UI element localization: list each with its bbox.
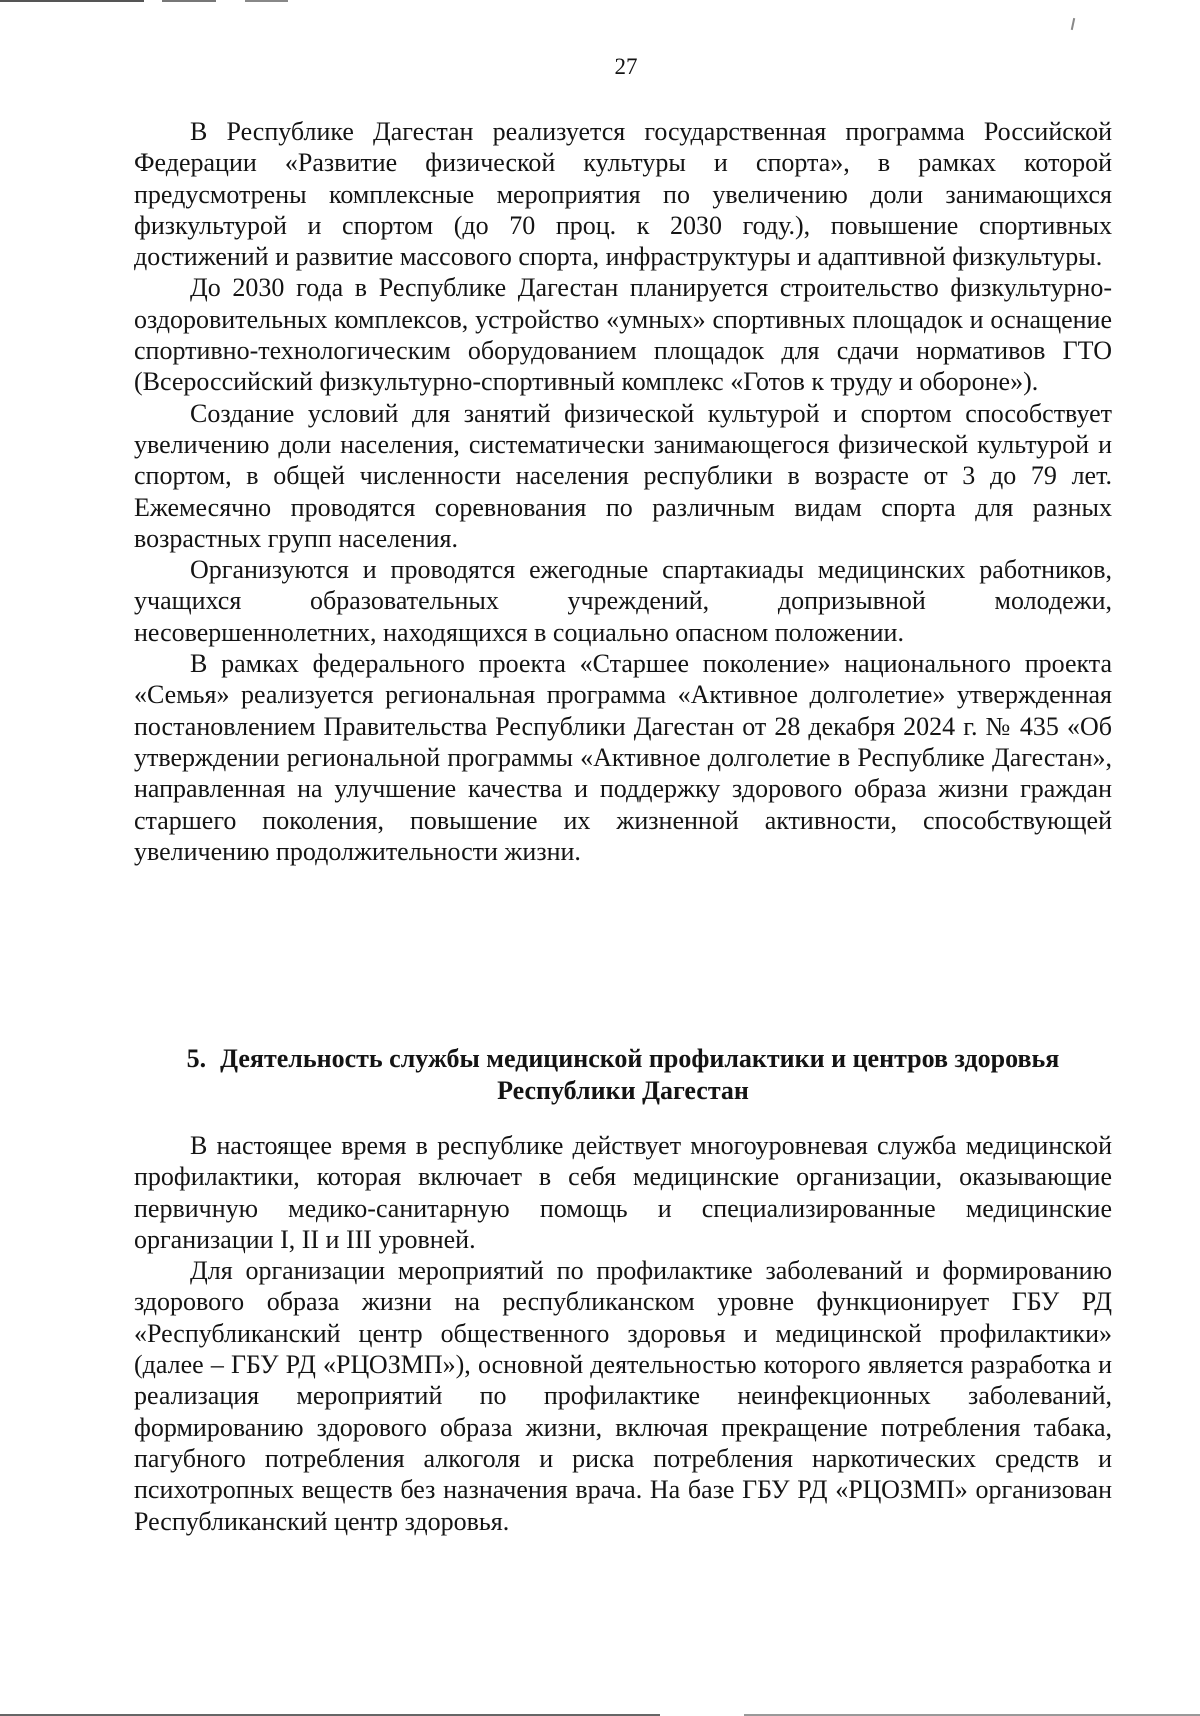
section-heading [134,1043,1112,1107]
scan-mark [1071,18,1075,30]
paragraph: Для организации мероприятий по профилактике заболеваний и формированию здорового образа жизни на республиканском уровне функционирует ГБУ РД «Республиканский центр общественного здоровья и медицинской профилактики» (далее – ГБУ РД «РЦОЗМП»), основной деятельностью которого является разработка и реализация мероприятий по профилактике неинфекционных заболеваний, формированию здорового образа жизни, включая прекращение потребления табака, пагубного потребления алкоголя и риска потребления наркотических средств и психотропных веществ без назначения врача. На базе ГБУ РД «РЦОЗМП» организован Республиканский центр здоровья. [134,1256,1112,1536]
intro-text [134,116,1112,867]
paragraph: В настоящее время в республике действует многоуровневая служба медицинской профилактики, которая включает в себя медицинские организации, оказывающие первичную медико-санитарную помощь и специализированные медицинские организации I, II и III уровней. [134,1131,1112,1254]
paragraph: В рамках федерального проекта «Старшее поколение» национального проекта «Семья» реализуется региональная программа «Активное долголетие» утвержденная постановлением Правительства Республики Дагестан от 28 декабря 2024 г. № 435 «Об утверждении региональной программы «Активное долголетие в Республике Дагестан», направленная на улучшение качества и поддержку здорового образа жизни граждан старшего поколения, повышение их жизненной активности, способствующей увеличению продолжительности жизни. [134,649,1112,866]
page-number: 27 [614,54,638,79]
section-text [134,1130,1112,1537]
paragraph: В Республике Дагестан реализуется государственная программа Российской Федерации «Развитие физической культуры и спорта», в рамках которой предусмотрены комплексные мероприятия по увеличению доли занимающихся физкультурой и спортом (до 70 проц. к 2030 году.), повышение спортивных достижений и развитие массового спорта, инфраструктуры и адаптивной физкультуры. [134,117,1112,272]
paragraph: До 2030 года в Республике Дагестан планируется строительство физкультурно-оздоровительных комплексов, устройство «умных» спортивных площадок и оснащение спортивно-технологическим оборудованием площадок для сдачи нормативов ГТО (Всероссийский физкультурно-спортивный комплекс «Готов к труду и обороне»). [134,273,1112,397]
section-number: 5. [186,1044,207,1073]
paragraph: Организуются и проводятся ежегодные спартакиады медицинских работников, учащихся образовательных учреждений, допризывной молодежи, несовершеннолетних, находящихся в социально опасном положении. [134,555,1112,647]
section-title: Деятельность службы медицинской профилактики и центров здоровья Республики Дагестан [220,1044,1060,1105]
paragraph: Создание условий для занятий физической культурой и спортом способствует увеличению доли населения, систематически занимающегося физической культурой и спортом, в общей численности населения республики в возрасте от 3 до 79 лет. Ежемесячно проводятся соревнования по различным видам спорта для разных возрастных групп населения. [134,398,1112,553]
scan-edge-top [0,0,360,2]
